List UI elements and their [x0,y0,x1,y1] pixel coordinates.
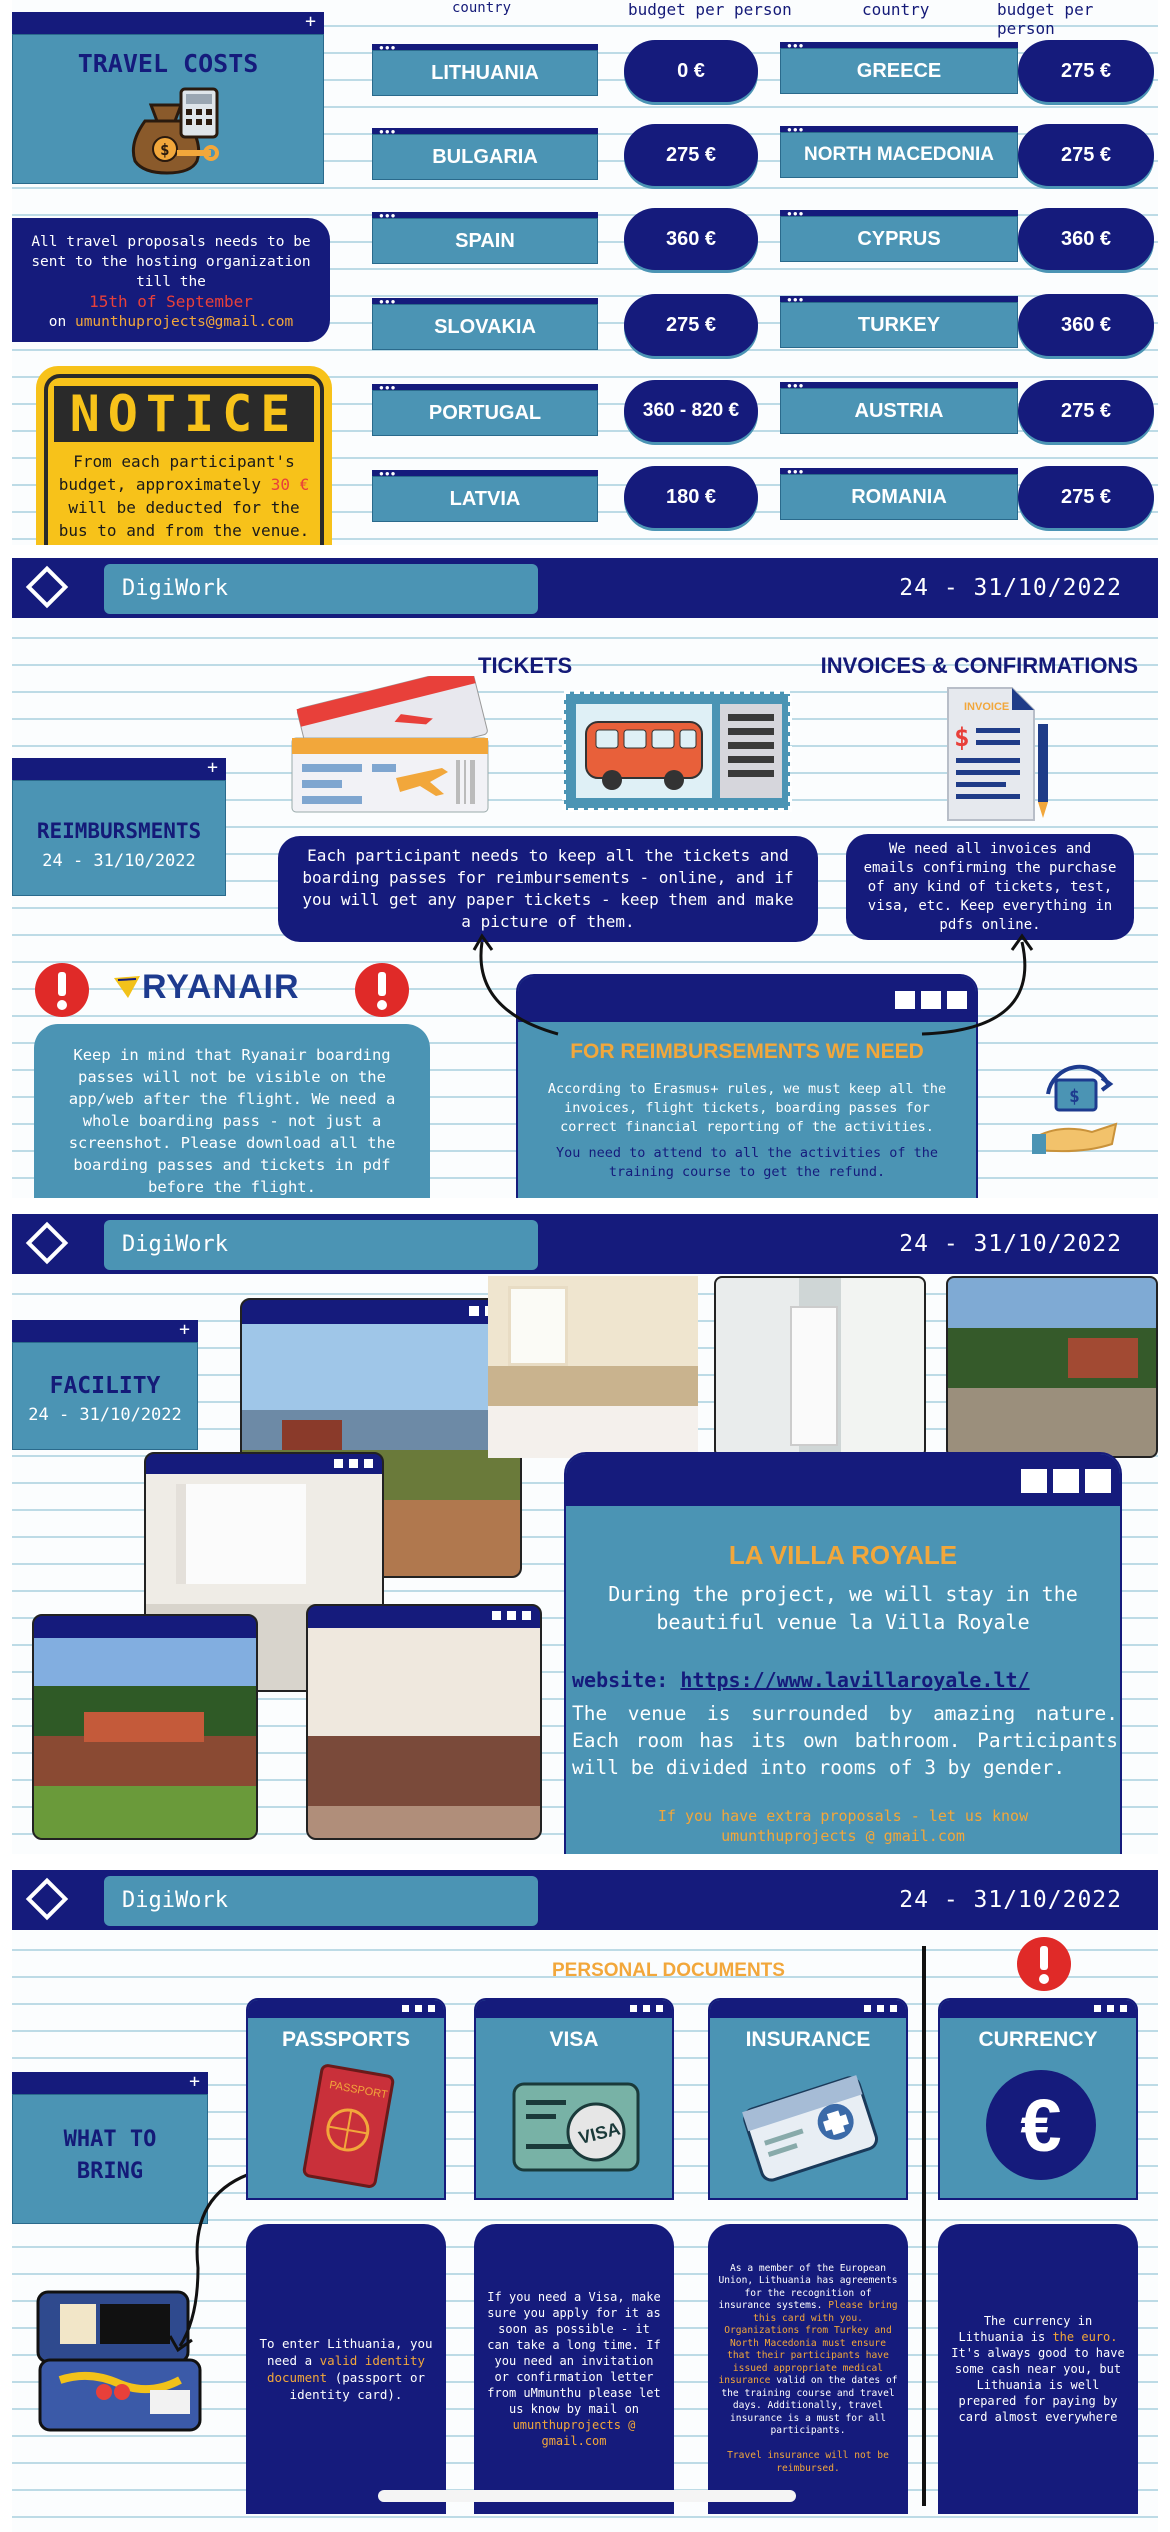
currency-text [950,2313,1126,2425]
visa-title: VISA [549,2028,599,2051]
maximize-icon[interactable] [414,2004,423,2013]
header-brand: DigiWork [104,564,538,614]
window-titlebar [940,2000,1136,2018]
minimize-icon[interactable] [491,1610,502,1621]
venue-window [564,1452,1122,1854]
header-brand: DigiWork [104,1876,538,1926]
need-title: FOR REIMBURSEMENTS WE NEED [570,1040,924,1063]
passports-text-box [246,2224,446,2514]
minimize-icon[interactable] [333,1458,344,1469]
minimize-icon[interactable] [401,2004,410,2013]
maximize-icon[interactable] [348,1458,359,1469]
insurance-card-icon [740,2072,880,2182]
insurance-text-2: valid on the dates of the training course and travel days. Additionally, travel insurance is a must for all participants. [721,2375,898,2437]
facility-card [12,1342,198,1450]
what-to-bring-title-1: WHAT TO [63,2127,157,2152]
tickets-text-box: Each participant needs to keep all the tickets and boarding passes for reimbursements - online, and if you will get any paper tickets - keep them and make a picture of them. [278,836,818,942]
country-name: SLOVAKIA [434,315,536,338]
venue-proposals-line-1: If you have extra proposals - let us know [657,1807,1029,1825]
venue-proposals [566,1806,1120,1846]
diamond-logo-icon [26,1878,68,1920]
photo-door [790,1306,838,1446]
slide-travel-costs [12,0,1158,545]
country-label [372,127,598,180]
notice-line-4: bus to and from the venue. [58,521,310,540]
country-label [780,209,1018,262]
ryanair-harp-icon [112,974,142,1000]
curved-arrow-icon [452,930,1052,1050]
visa-stamp-icon [510,2080,642,2174]
close-icon[interactable] [521,1610,532,1621]
alert-icon [354,962,410,1018]
photo-curtain [176,1484,306,1584]
country-name: CYPRUS [857,227,941,250]
insurance-text-1: As a member of the European Union, Lithuania has agreements for the recognition of insurance systems. [718,2262,898,2312]
venue-title: LA VILLA ROYALE [728,1540,958,1570]
proposal-email[interactable]: umunthuprojects@gmail.com [74,314,294,330]
insurance-card [708,1998,908,2200]
visa-card [474,1998,674,2200]
window-controls [1020,1468,1112,1494]
close-icon[interactable] [655,2004,664,2013]
country-name: AUSTRIA [854,399,944,422]
reimbursements-card [12,780,226,896]
invoice-word: INVOICE [964,701,1010,713]
budget-pill: 360 € [1018,208,1154,270]
currency-text-1: The currency in Lithuania is [958,2314,1093,2344]
country-name: LATVIA [449,487,521,510]
window-titlebar [248,2000,444,2018]
maximize-icon[interactable] [1052,1468,1080,1494]
photo-roof [84,1712,204,1742]
currency-text-2: It's always good to have some cash near you, but Lithuania is well prepared for paying by card almost everywhere [951,2346,1125,2424]
window-dots-icon: ●●● [787,125,805,134]
reimbursements-dates: 24 - 31/10/2022 [42,851,196,871]
header-dates: 24 - 31/10/2022 [899,1887,1122,1913]
insurance-text-hl-1: Please bring this card with you. Organizations from Turkey and North Macedonia must ensure that their participants have issued appropriate medical insurance [718,2300,898,2387]
alert-icon [1016,1936,1072,1992]
invoices-text-box: We need all invoices and emails confirming the purchase of any kind of tickets, test, visa, etc. Keep everything in pdfs online. [846,834,1134,940]
photo-window [508,1286,568,1366]
window-titlebar [710,2000,906,2018]
notice-line-2a: budget, approximately [58,475,262,494]
minimize-icon[interactable] [1093,2004,1102,2013]
invoices-title: INVOICES & CONFIRMATIONS [820,653,1138,678]
country-label [780,125,1018,178]
window-dots-icon: ●●● [379,211,397,220]
header-dates: 24 - 31/10/2022 [899,1231,1122,1257]
window-controls [401,2004,436,2013]
country-name: LITHUANIA [431,61,539,84]
svg-text:$: $ [1069,1086,1080,1107]
proposal-box [12,218,330,342]
window-dots-icon: ●●● [379,469,397,478]
close-icon[interactable] [427,2004,436,2013]
country-name: NORTH MACEDONIA [804,144,994,165]
budget-pill: 275 € [624,294,758,356]
proposal-date: 15th of September [89,292,253,311]
currency-title: CURRENCY [978,2028,1098,2051]
passport-icon [298,2064,398,2194]
visa-text-box [474,2224,674,2514]
budget-pill: 360 € [624,208,758,270]
facility-title: FACILITY [49,1373,161,1399]
diamond-logo-icon [26,1222,68,1264]
notice-title: NOTICE [54,386,314,442]
venue-description: The venue is surrounded by amazing nature. Each room has its own bathroom. Participants will be divided into rooms of 3 by gender. [572,1702,1118,1779]
website-link[interactable]: https://www.lavillaroyale.lt/ [680,1668,1030,1692]
card-tab: + [12,1320,198,1342]
venue-proposals-email[interactable]: umunthuprojects @ gmail.com [721,1827,965,1845]
close-icon[interactable] [1119,2004,1128,2013]
photo-bedroom-twin [488,1276,698,1458]
window-dots-icon: ●●● [787,209,805,218]
close-icon[interactable] [363,1458,374,1469]
window-controls [1093,2004,1128,2013]
country-name: SPAIN [455,229,515,252]
insurance-text-hl-2: Travel insurance will not be reimbursed. [727,2450,889,2474]
slide-facility [12,1214,1158,1854]
photo-house [282,1420,342,1450]
slide-reimbursements [12,558,1158,1198]
proposal-line-2: sent to the hosting organization [31,254,311,270]
close-icon[interactable] [889,2004,898,2013]
country-label [780,467,1018,520]
header-brand: DigiWork [104,1220,538,1270]
minimize-icon[interactable] [863,2004,872,2013]
passports-text-hl: valid identity document [266,2353,426,2385]
notice-amount: 30 € [270,475,310,494]
notice-sign [36,366,332,545]
passports-title: PASSPORTS [282,2028,410,2051]
passports-card [246,1998,446,2200]
currency-text-box [938,2224,1138,2514]
slide-header [12,1870,1158,1930]
proposal-on: on [48,314,67,330]
window-dots-icon: ●●● [787,381,805,390]
currency-text-hl: the euro. [1052,2330,1118,2344]
photo-road [946,1276,1158,1458]
refund-hand-icon [1032,1054,1122,1164]
travel-costs-card [12,34,324,184]
bus-ticket-icon [560,688,794,814]
budget-pill: 360 - 820 € [624,380,758,442]
country-label [780,295,1018,348]
photo-building [1068,1338,1138,1378]
window-dots-icon: ●●● [379,43,397,52]
facility-dates: 24 - 31/10/2022 [28,1405,182,1425]
travel-costs-title: TRAVEL COSTS [77,49,259,78]
photo-conference [306,1604,542,1840]
window-dots-icon: ●●● [379,127,397,136]
alert-icon [34,962,90,1018]
maximize-icon[interactable] [642,2004,651,2013]
budget-pill: 360 € [1018,294,1154,356]
reimbursements-title: REIMBURSMENTS [36,819,202,843]
passports-text-2: (passport or identity card). [289,2370,426,2402]
window-controls [629,2004,664,2013]
visa-text [484,2289,664,2449]
passport-word: PASSPORT [328,2079,389,2102]
window-controls [491,1610,532,1621]
notice-line-2 [50,473,318,496]
insurance-title: INSURANCE [745,2028,871,2051]
maximize-icon[interactable] [876,2004,885,2013]
budget-pill: 275 € [1018,40,1154,102]
ryanair-logo: RYANAIR [142,968,300,1006]
col-header-country-2: country [862,0,930,19]
country-name: BULGARIA [432,145,538,168]
budget-pill: 0 € [624,40,758,102]
country-name: TURKEY [857,313,941,336]
window-dots-icon: ●●● [379,297,397,306]
country-name: ROMANIA [851,485,947,508]
col-header-country-1: country [452,0,512,16]
maximize-icon[interactable] [506,1610,517,1621]
window-titlebar [476,2000,672,2018]
venue-website [572,1668,1030,1692]
window-dots-icon: ●●● [787,41,805,50]
personal-documents-title: PERSONAL DOCUMENTS [552,1960,785,1981]
svg-text:$: $ [160,140,170,159]
proposal-line-3: till the [136,274,206,290]
insurance-text-box [708,2224,908,2514]
website-label: website: [572,1668,669,1692]
close-icon[interactable] [1084,1468,1112,1494]
maximize-icon[interactable] [1106,2004,1115,2013]
notice-text [50,450,318,542]
country-label [372,383,598,436]
header-dates: 24 - 31/10/2022 [899,575,1122,601]
plane-tickets-icon [276,676,502,818]
minimize-icon[interactable] [629,2004,638,2013]
invoice-icon [942,684,1054,826]
notice-line-3: will be deducted for the [68,498,300,517]
country-label [372,469,598,522]
window-dots-icon: ●●● [379,383,397,392]
visa-word: VISA [576,2118,623,2148]
home-indicator[interactable] [378,2490,796,2502]
window-dots-icon: ●●● [787,295,805,304]
country-label [780,41,1018,94]
svg-text:$: $ [954,723,970,753]
insurance-text [718,2263,898,2476]
what-to-bring-title-2: BRING [76,2159,144,2184]
budget-pill: 275 € [1018,466,1154,528]
notice-line-1: From each participant's [73,452,295,471]
currency-card [938,1998,1138,2200]
window-controls [863,2004,898,2013]
euro-icon: € [986,2070,1096,2180]
country-label [372,43,598,96]
photo-bathroom [714,1276,926,1458]
budget-pill: 275 € [624,124,758,186]
passports-text-1: To enter Lithuania, you need a [259,2336,433,2368]
col-header-budget-2: budget per person [997,0,1094,38]
country-label [372,297,598,350]
proposal-line-1: All travel proposals needs to be [31,234,311,250]
proposal-email-line [12,312,330,332]
slide-header [12,1214,1158,1274]
tickets-title: TICKETS [478,653,573,678]
window-dots-icon: ●●● [787,467,805,476]
minimize-icon[interactable] [1020,1468,1048,1494]
diamond-logo-icon [26,566,68,608]
country-label [372,211,598,264]
budget-pill: 275 € [1018,124,1154,186]
need-text: According to Erasmus+ rules, we must keep all the invoices, flight tickets, boarding passes for correct financial reporting of the activities. [547,1081,947,1135]
country-name: GREECE [856,59,942,82]
ryanair-text-box: Keep in mind that Ryanair boarding passes will not be visible on the app/web after the flight. We need a whole boarding pass - not just a screenshot. Please download all the boarding passes and tickets in pdf before the flight. [34,1024,430,1198]
slide-header [12,558,1158,618]
country-name: PORTUGAL [428,401,542,424]
need-text-2: You need to attend to all the activities of the training course to get the refund. [555,1145,938,1180]
country-label [780,381,1018,434]
vertical-divider [922,1946,926,2506]
passports-text [258,2335,434,2403]
visa-email[interactable]: umunthuprojects @ gmail.com [512,2418,636,2448]
card-tab: + [12,2072,208,2094]
slide-what-to-bring [12,1870,1158,2532]
minimize-icon[interactable] [468,1305,480,1317]
photo-villa [32,1614,258,1840]
money-bag-icon [125,83,221,175]
visa-text-1: If you need a Visa, make sure you apply for it as soon as possible - it can take a long time. If you need an invitation or confirmation letter from uMmunthu please let us know by mail on [487,2290,661,2416]
card-tab: + [12,12,324,34]
budget-pill: 180 € [624,466,758,528]
budget-pill: 275 € [1018,380,1154,442]
window-controls [333,1458,374,1469]
window-titlebar [566,1454,1120,1506]
col-header-budget-1: budget per person [628,0,792,19]
venue-intro: During the project, we will stay in the beautiful venue la Villa Royale [608,1582,1078,1634]
card-tab: + [12,758,226,780]
